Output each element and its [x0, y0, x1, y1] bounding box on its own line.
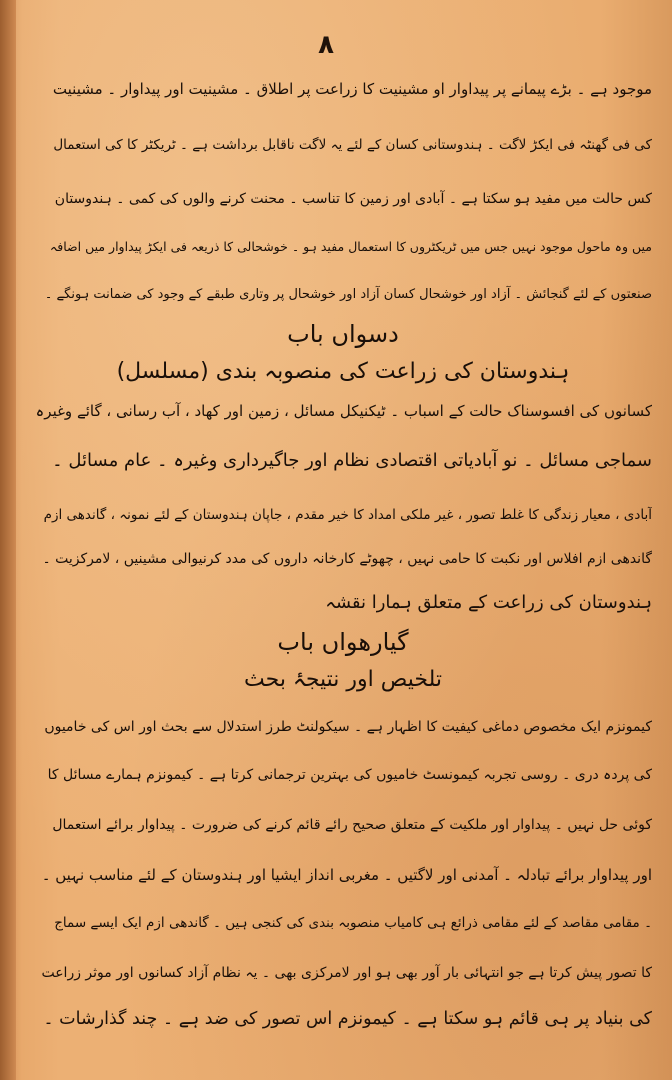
intro-line-4: میں وہ ماحول موجود نہیں جس میں ٹریکٹروں کا استعمال مفید ہو ۔ خوشحالی کا ذریعہ فی ایکڑ پیداوار میں اضافہ: [49, 239, 652, 254]
chapter-11-line-5: ۔ مقامی مقاصد کے لئے مقامی ذرائع ہی کامیاب منصوبہ بندی کی کنجی ہیں ۔ گاندھی ازم ایک ایسے سماج: [54, 915, 652, 931]
chapter-10-line-2: سماجی مسائل ۔ نو آبادیاتی اقتصادی نظام اور جاگیرداری وغیرہ ۔ عام مسائل ۔: [52, 450, 652, 471]
page-spine-shadow: [0, 0, 16, 1080]
chapter-11-title: گیارھواں باب: [277, 628, 409, 656]
chapter-10-subtitle: ہندوستان کی زراعت کی منصوبہ بندی (مسلسل): [116, 359, 570, 384]
intro-line-1: موجود ہے ۔ بڑے پیمانے پر پیداوار او مشینیت کا زراعت پر اطلاق ۔ مشینیت اور پیداوار ۔ مشینیت: [52, 80, 652, 98]
chapter-10-line-3: آبادی ، معیار زندگی کا غلط تصور ، غیر ملکی امداد کا خیر مقدم ، جاپان ہندوستان کے لئے نمونہ ، گاندھی ازم: [43, 507, 652, 523]
page-body: [34, 72, 652, 1062]
intro-line-2: کی فی گھنٹہ فی ایکڑ لاگت ۔ ہندوستانی کسان کے لئے یہ لاگت ناقابل برداشت ہے ۔ ٹریکٹر کا کی استعمال: [53, 137, 652, 153]
chapter-11-line-2: کی پردہ دری ۔ روسی تجربہ کیمونسٹ خامیوں کی بہترین ترجمانی کرتا ہے ۔ کیمونزم ہمارے مسائل کا: [47, 767, 652, 783]
chapter-10-line-4: گاندھی ازم افلاس اور نکبت کا حامی نہیں ، چھوٹے کارخانہ داروں کی مدد کرنیوالی مشینیں ، لامرکزیت ۔: [42, 551, 652, 567]
chapter-11-line-1: کیمونزم ایک مخصوص دماغی کیفیت کا اظہار ہے ۔ سیکولنٹ طرز استدلال سے بحث اور اس کی خامیوں: [44, 719, 652, 735]
intro-line-5: صنعتوں کے لئے گنجائش ۔ آزاد اور خوشحال کسان آزاد اور خوشحال پر وتاری طبقے کے وجود کی ضمانت ہونگے ۔: [44, 287, 652, 302]
chapter-11-line-7: کی بنیاد پر ہی قائم ہو سکتا ہے ۔ کیمونزم اس تصور کی ضد ہے ۔ چند گذارشات ۔: [43, 1009, 652, 1029]
chapter-10-line-5: ہندوستان کی زراعت کے متعلق ہمارا نقشہ: [325, 592, 652, 613]
chapter-11-subtitle: تلخیص اور نتیجۂ بحث: [244, 667, 442, 692]
chapter-10-line-1: کسانوں کی افسوسناک حالت کے اسباب ۔ ٹیکنیکل مسائل ، زمین اور کھاد ، آب رسانی ، گائے وغیرہ: [35, 402, 652, 420]
chapter-11-line-3: کوئی حل نہیں ۔ پیداوار اور ملکیت کے متعلق صحیح رائے قائم کرنے کی ضرورت ۔ پیداوار برائے استعمال: [52, 817, 652, 833]
chapter-11-line-4: اور پیداوار برائے تبادلہ ۔ آمدنی اور لاگتیں ۔ مغربی انداز ایشیا اور ہندوستان کے لئے مناسب نہیں ۔: [41, 866, 652, 884]
intro-line-3: کس حالت میں مفید ہو سکتا ہے ۔ آبادی اور زمین کا تناسب ۔ محنت کرنے والوں کی کمی ۔ ہندوستان: [54, 191, 652, 207]
chapter-11-line-6: کا تصور پیش کرتا ہے جو انتہائی بار آور بھی ہو اور لامرکزی بھی ۔ یہ نظام آزاد کسانوں اور موثر زراعت: [41, 965, 652, 981]
page-number: ٨: [318, 30, 334, 60]
chapter-10-title: دسواں باب: [287, 320, 399, 348]
